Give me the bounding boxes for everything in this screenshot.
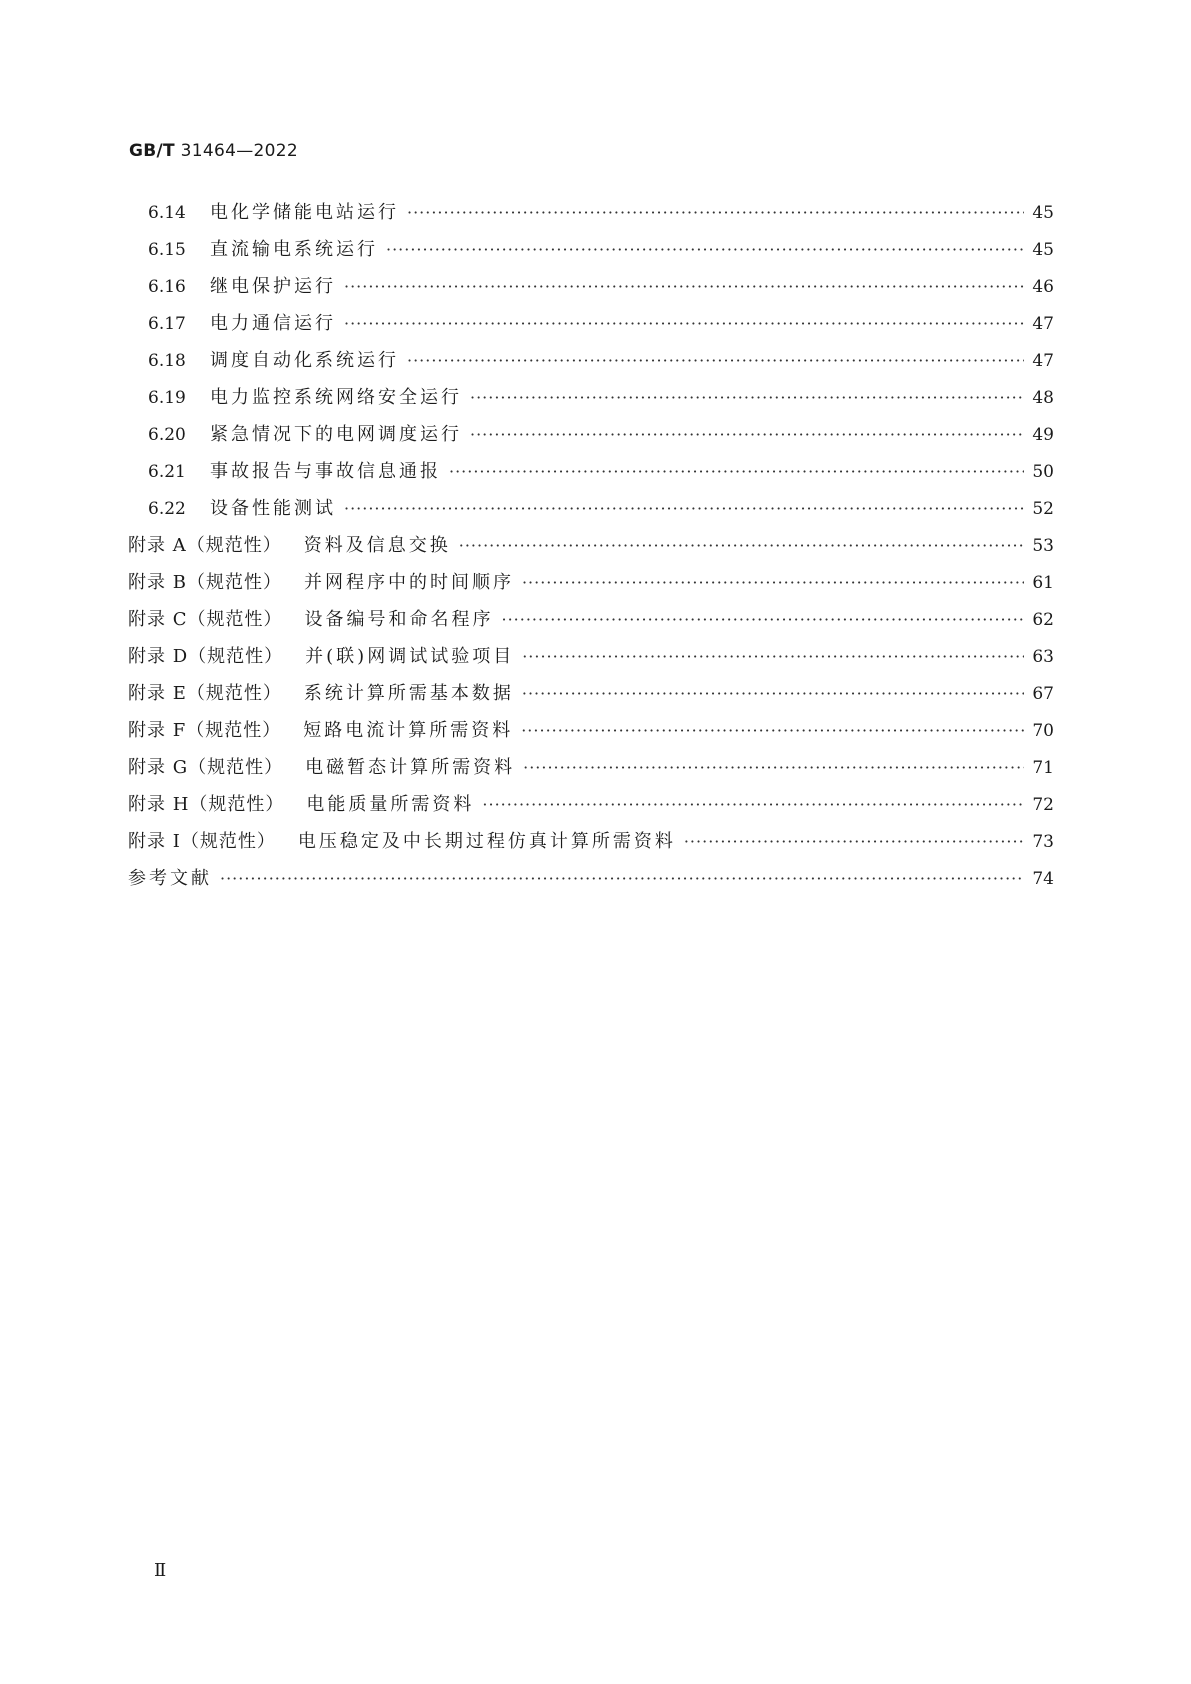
toc-entry-number: 6.14 [148,203,186,223]
toc-entry-number: 6.18 [148,351,186,371]
toc-entry-title: 并(联)网调试试验项目 [305,646,515,667]
toc-entry-number: 6.17 [148,314,186,334]
dot-leader [502,601,1025,638]
toc-entry-appendix-label: 附录 C（规范性） [128,609,283,630]
toc-entry-title: 电力监控系统网络安全运行 [210,387,462,408]
toc-entry-page: 50 [1032,462,1054,482]
dot-leader [470,379,1024,416]
dot-leader [344,490,1024,527]
toc-entry[interactable] [128,638,1054,675]
toc-entry[interactable] [128,490,1054,527]
dot-leader [521,712,1024,749]
toc-entry-title: 调度自动化系统运行 [210,350,399,371]
toc-entry-page: 74 [1032,869,1054,889]
toc-entry-page: 71 [1032,758,1054,778]
dot-leader [482,786,1024,823]
toc-entry[interactable] [128,379,1054,416]
toc-entry-title: 设备性能测试 [210,498,336,519]
dot-leader [344,305,1024,342]
toc-entry[interactable] [128,860,1054,897]
document-header [129,141,298,161]
toc-entry-number: 6.20 [148,425,186,445]
toc-entry[interactable] [128,268,1054,305]
toc-entry-page: 72 [1032,795,1054,815]
toc-entry[interactable] [128,601,1054,638]
toc-entry-title: 电力通信运行 [210,313,336,334]
toc-entry-title: 电能质量所需资料 [306,794,475,815]
toc-entry-page: 67 [1032,684,1054,704]
dot-leader [522,675,1024,712]
toc-entry-page: 49 [1032,425,1054,445]
dot-leader [523,749,1024,786]
toc-entry-title: 并网程序中的时间顺序 [303,572,514,593]
dot-leader [522,638,1024,675]
toc-entry-title: 继电保护运行 [210,276,336,297]
toc-entry[interactable] [128,823,1054,860]
toc-entry-number: 6.15 [148,240,186,260]
dot-leader [386,231,1024,268]
toc-entry-title: 资料及信息交换 [303,535,451,556]
toc-entry-page: 61 [1032,573,1054,593]
toc-entry[interactable] [128,675,1054,712]
toc-entry-title: 电磁暂态计算所需资料 [305,757,516,778]
table-of-contents [128,194,1054,897]
toc-entry-title: 直流输电系统运行 [210,239,378,260]
dot-leader [522,564,1024,601]
toc-entry-appendix-label: 附录 B（规范性） [128,572,282,593]
toc-entry[interactable] [128,416,1054,453]
dot-leader [470,416,1024,453]
dot-leader [407,194,1024,231]
toc-entry-appendix-label: 附录 I（规范性） [128,831,276,852]
toc-entry-title: 紧急情况下的电网调度运行 [210,424,462,445]
toc-entry-title: 设备编号和命名程序 [304,609,494,630]
toc-entry[interactable] [128,453,1054,490]
toc-entry-appendix-label: 附录 D（规范性） [128,646,284,667]
toc-entry[interactable] [128,527,1054,564]
toc-entry-number: 6.19 [148,388,186,408]
dot-leader [459,527,1024,564]
toc-entry-appendix-label: 附录 E（规范性） [128,683,282,704]
toc-entry-page: 47 [1032,351,1054,371]
toc-entry[interactable] [128,786,1054,823]
page-number: Ⅱ [154,1560,167,1581]
toc-entry-appendix-label: 附录 F（规范性） [128,720,282,741]
toc-entry-title: 事故报告与事故信息通报 [210,461,441,482]
toc-entry-appendix-label: 附录 G（规范性） [128,757,284,778]
toc-entry-number: 6.16 [148,277,186,297]
toc-entry[interactable] [128,749,1054,786]
toc-entry-page: 45 [1032,203,1054,223]
toc-entry-appendix-label: 附录 A（规范性） [128,535,282,556]
toc-entry-title: 系统计算所需基本数据 [303,683,514,704]
toc-entry-number: 6.22 [148,499,186,519]
toc-entry[interactable] [128,712,1054,749]
toc-entry-page: 53 [1032,536,1054,556]
dot-leader [684,823,1024,860]
toc-entry-page: 70 [1032,721,1054,741]
dot-leader [220,860,1024,897]
toc-entry-title: 电化学储能电站运行 [210,202,399,223]
toc-entry-number: 6.21 [148,462,186,482]
toc-entry-page: 47 [1032,314,1054,334]
toc-entry[interactable] [128,305,1054,342]
toc-entry[interactable] [128,194,1054,231]
toc-entry[interactable] [128,564,1054,601]
dot-leader [344,268,1024,305]
toc-entry-appendix-label: 附录 H（规范性） [128,794,285,815]
toc-entry-page: 52 [1032,499,1054,519]
standard-number: 31464—2022 [180,141,298,161]
toc-entry-page: 62 [1032,610,1054,630]
toc-entry-title: 短路电流计算所需资料 [303,720,514,741]
toc-entry[interactable] [128,231,1054,268]
toc-entry-page: 45 [1032,240,1054,260]
toc-entry[interactable] [128,342,1054,379]
toc-entry-page: 73 [1032,832,1054,852]
toc-entry-page: 46 [1032,277,1054,297]
toc-entry-page: 48 [1032,388,1054,408]
toc-entry-title: 电压稳定及中长期过程仿真计算所需资料 [297,831,676,852]
dot-leader [449,453,1024,490]
toc-entry-title: 参考文献 [128,868,212,889]
toc-entry-page: 63 [1032,647,1054,667]
dot-leader [407,342,1024,379]
standard-code: GB/T [129,141,175,161]
